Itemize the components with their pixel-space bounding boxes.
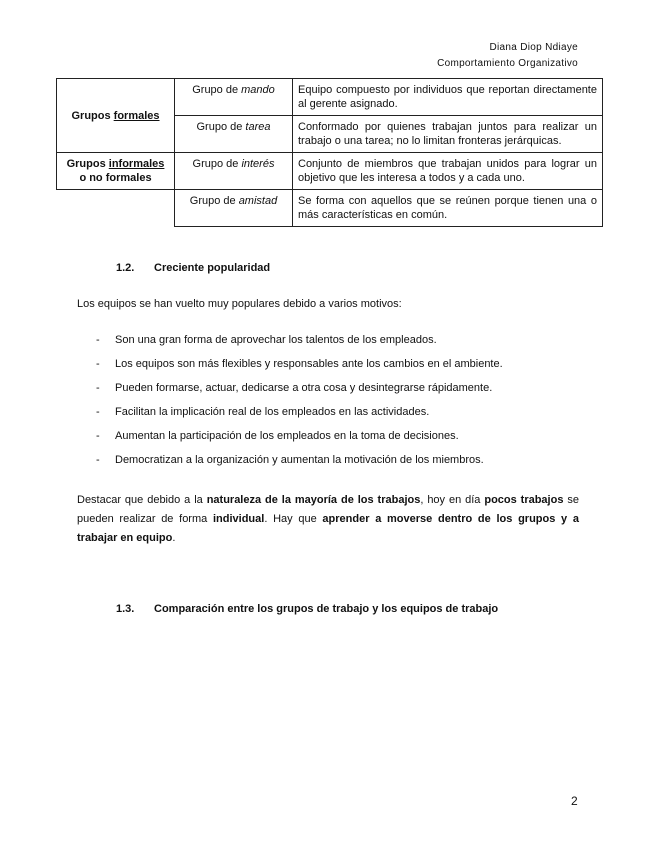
formal-groups-cell: Grupos formales <box>57 79 175 153</box>
reasons-list <box>77 333 503 477</box>
empty-cell <box>57 190 175 227</box>
table-row <box>57 153 603 190</box>
conclusion-paragraph: Destacar que debido a la naturaleza de la mayoría de los trabajos, hoy en día pocos trabajos se pueden realizar de forma individual. Hay que aprender a moverse dentro de los grupos y a trabajar en equipo. <box>77 494 579 544</box>
list-item: - Los equipos son más flexibles y responsables ante los cambios en el ambiente. <box>96 358 503 370</box>
section-heading-1-3: 1.3. Comparación entre los grupos de trabajo y los equipos de trabajo <box>116 603 499 615</box>
list-item: - Son una gran forma de aprovechar los talentos de los empleados. <box>96 334 437 346</box>
page-header <box>437 40 578 72</box>
table-row <box>57 190 603 227</box>
list-item: - Facilitan la implicación real de los empleados en las actividades. <box>96 406 430 418</box>
header-author: Diana Diop Ndiaye <box>489 42 578 53</box>
group-type-cell: Grupo de mando <box>175 79 293 116</box>
group-type-cell: Grupo de tarea <box>175 116 293 153</box>
groups-table <box>56 78 603 227</box>
list-item: - Democratizan a la organización y aumentan la motivación de los miembros. <box>96 454 484 466</box>
page-number: 2 <box>571 794 578 808</box>
table-row <box>57 79 603 116</box>
group-description-cell: Se forma con aquellos que se reúnen porque tienen una o más características en común. <box>293 190 603 227</box>
informal-groups-cell: Grupos informales o no formales <box>57 153 175 190</box>
group-type-cell: Grupo de interés <box>175 153 293 190</box>
header-course: Comportamiento Organizativo <box>437 58 578 69</box>
intro-text: Los equipos se han vuelto muy populares debido a varios motivos: <box>77 298 402 310</box>
group-type-cell: Grupo de amistad <box>175 190 293 227</box>
list-item: - Aumentan la participación de los empleados en la toma de decisiones. <box>96 430 459 442</box>
list-item: - Pueden formarse, actuar, dedicarse a otra cosa y desintegrarse rápidamente. <box>96 382 493 394</box>
section-heading-1-2: 1.2. Creciente popularidad <box>116 262 271 274</box>
group-description-cell: Equipo compuesto por individuos que reportan directamente al gerente asignado. <box>293 79 603 116</box>
group-description-cell: Conjunto de miembros que trabajan unidos para lograr un objetivo que les interesa a todos y a cada uno. <box>293 153 603 190</box>
group-description-cell: Conformado por quienes trabajan juntos para realizar un trabajo o una tarea; no lo limitan fronteras jerárquicas. <box>293 116 603 153</box>
